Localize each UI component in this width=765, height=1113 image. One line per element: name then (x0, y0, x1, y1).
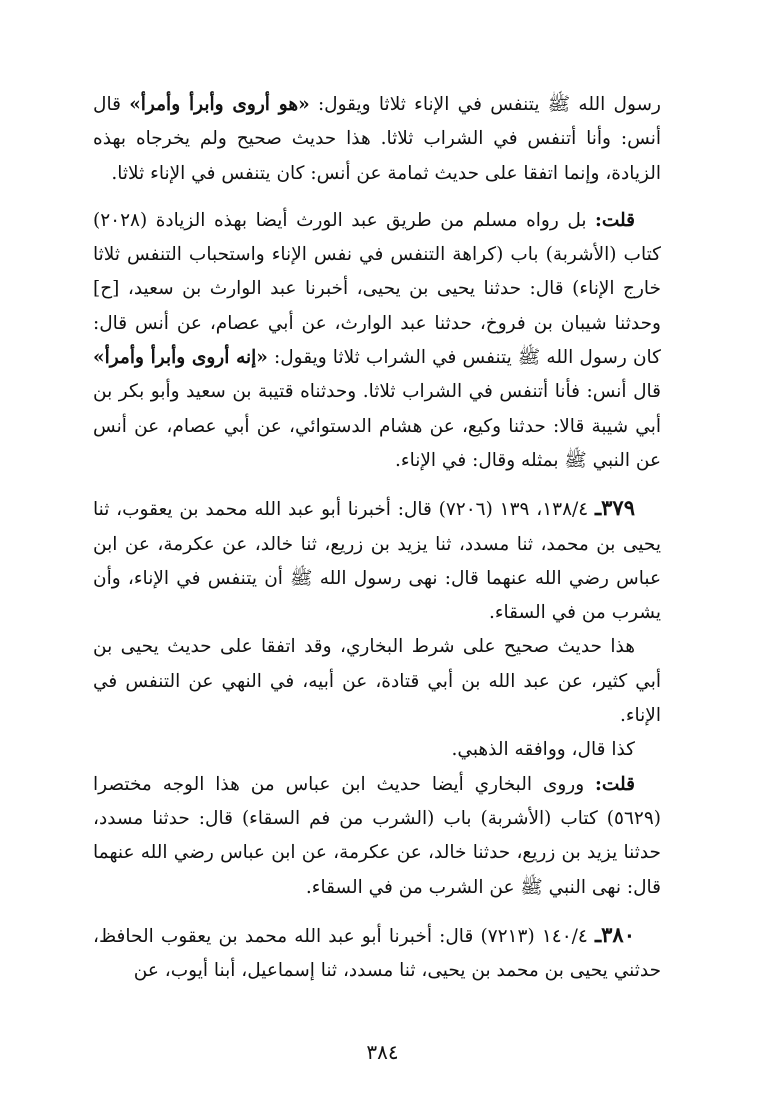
page-body (93, 88, 661, 988)
paragraph-p7 (93, 918, 661, 989)
text-run: قال أنس: فأنا أتنفس في الشراب ثلاثا. وحدثناه قتيبة بن سعيد وأبو بكر بن أبي شيبة قالا: حدثنا وكيع، عن هشام الدستوائي، عن أبي عصام، عن أنس عن النبي ﷺ بمثله وقال: في الإناء. (93, 381, 661, 471)
paragraph-p3 (93, 491, 661, 630)
text-run: قال أنس: وأنا أتنفس في الشراب ثلاثا. هذا حديث صحيح ولم يخرجاه بهذه الزيادة، وإنما اتفقا على حديث ثمامة عن أنس: كان يتنفس في الإناء ثلاثا. (93, 94, 661, 184)
hadith-quote-bold: «هو أروى وأبرأ وأمرأ» (129, 94, 310, 115)
paragraph-p2 (93, 204, 661, 478)
text-run: هذا حديث صحيح على شرط البخاري، وقد اتفقا على حديث يحيى بن أبي كثير، عن عبد الله بن أبي قتادة، عن أبيه، في النهي عن التنفس في الإناء. (93, 636, 661, 727)
hadith-number: ٣٨٠ـ (594, 921, 635, 947)
text-run: كذا قال، ووافقه الذهبي. (451, 739, 635, 761)
text-run: وروى البخاري أيضا حديث ابن عباس من هذا الوجه مختصرا (٥٦٢٩) كتاب (الأشربة) باب (الشرب من فم السقاء) قال: حدثنا مسدد، حدثنا يزيد بن زريع، حدثنا خالد، عن عكرمة، عن ابن عباس رضي الله عنهما قال: نهى النبي ﷺ عن الشرب من في السقاء. (93, 773, 661, 898)
text-run: بل رواه مسلم من طريق عبد الورث أيضا بهذه الزيادة (٢٠٢٨) كتاب (الأشربة) باب (كراهة التنفس في نفس الإناء واستحباب التنفس ثلاثا خارج الإناء) قال: حدثنا يحيى بن يحيى، أخبرنا عبد الوارث بن سعيد، [ح] وحدثنا شيبان بن فروخ، حدثنا عبد الوارث، عن أبي عصام، عن أنس قال: كان رسول الله ﷺ يتنفس في الشراب ثلاثا ويقول: (93, 209, 661, 369)
text-run: رسول الله ﷺ يتنفس في الإناء ثلاثا ويقول: (309, 94, 661, 115)
qultu-label: قلت: (595, 209, 635, 231)
paragraph-p6 (93, 768, 661, 905)
text-run: ١٣٨/٤، ١٣٩ (٧٢٠٦) قال: أخبرنا أبو عبد الله محمد بن يعقوب، ثنا يحيى بن محمد، ثنا مسدد، ثنا يزيد بن زريع، ثنا خالد، عن عكرمة، عن ابن عباس رضي الله عنهما قال: نهى رسول الله ﷺ أن يتنفس في الإناء، وأن يشرب من في السقاء. (93, 499, 661, 624)
paragraph-p5 (93, 733, 661, 767)
text-run: ١٤٠/٤ (٧٢١٣) قال: أخبرنا أبو عبد الله محمد بن يعقوب الحافظ، حدثني يحيى بن محمد بن يحيى، ثنا مسدد، ثنا إسماعيل، أبنا أيوب، عن (93, 925, 661, 982)
paragraph-p4 (93, 630, 661, 733)
paragraph-p1 (93, 88, 661, 191)
page-number: ٣٨٤ (366, 1040, 399, 1064)
hadith-number: ٣٧٩ـ (595, 495, 635, 521)
qultu-label: قلت: (595, 773, 635, 795)
hadith-quote-bold: «إنه أروى وأبرأ وأمرأ» (93, 347, 268, 369)
